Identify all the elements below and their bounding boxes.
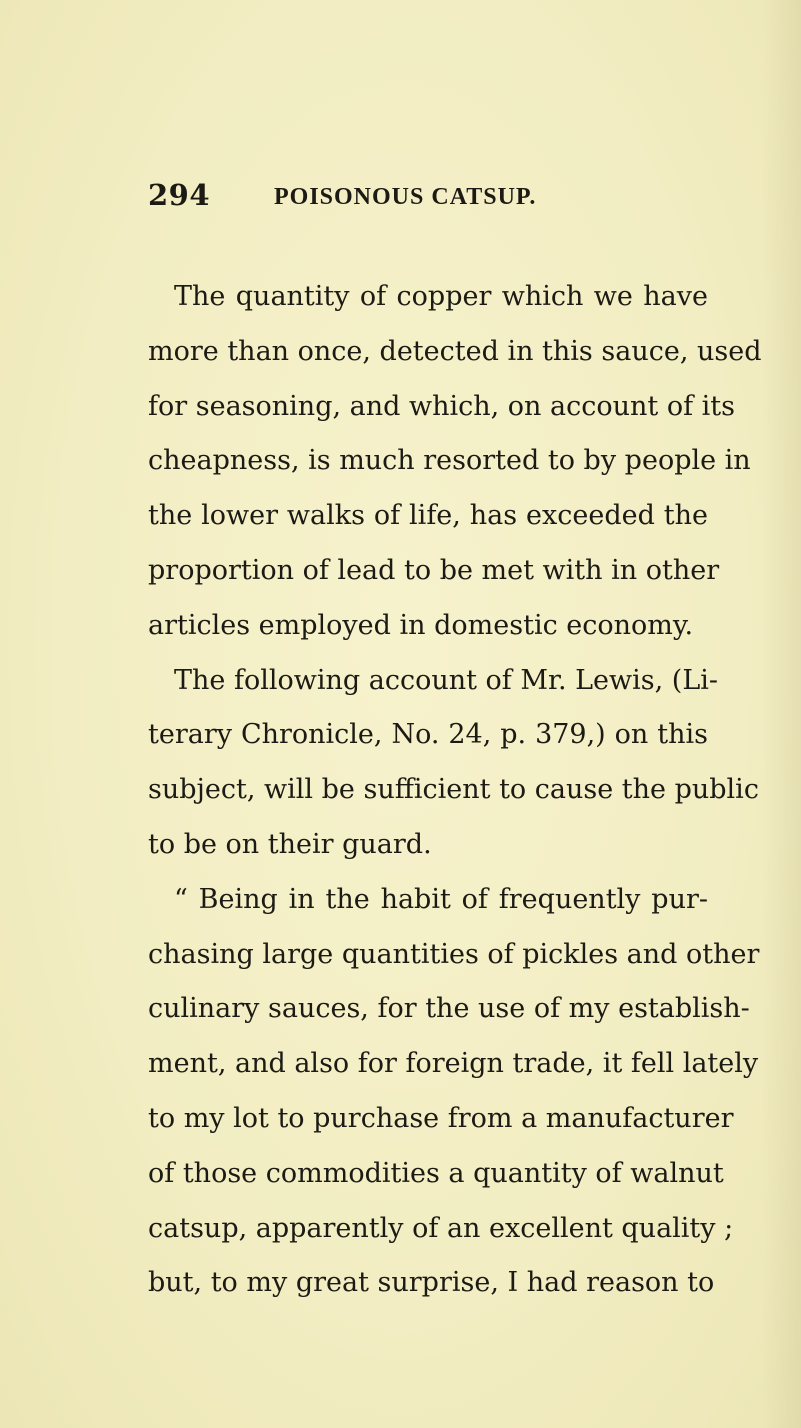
text-line: proportion of lead to be met with in other <box>148 554 720 586</box>
page-number: 294 <box>148 178 211 212</box>
text-line: catsup, apparently of an excellent quality ; <box>148 1212 734 1244</box>
running-head: POISONOUS CATSUP. <box>274 184 537 210</box>
text-line: “ Being in the habit of frequently pur- <box>174 883 708 915</box>
text-line: of those commodities a quantity of walnut <box>148 1157 724 1189</box>
page-edge-shadow <box>761 0 801 1428</box>
text-line: but, to my great surprise, I had reason to <box>148 1267 715 1299</box>
text-line: more than once, detected in this sauce, used <box>148 335 762 367</box>
text-line: articles employed in domestic economy. <box>148 609 694 641</box>
text-line: subject, will be sufficient to cause the public <box>148 774 759 806</box>
page-header <box>148 178 708 218</box>
text-line: to my lot to purchase from a manufacturer <box>148 1102 734 1134</box>
text-line: The quantity of copper which we have <box>174 281 708 312</box>
text-line: for seasoning, and which, on account of its <box>148 390 736 422</box>
text-line: to be on their guard. <box>148 828 432 860</box>
text-line: chasing large quantities of pickles and other <box>148 938 760 970</box>
text-line: The following account of Mr. Lewis, (Li- <box>174 664 719 696</box>
text-line: the lower walks of life, has exceeded the <box>148 500 708 532</box>
text-line: ment, and also for foreign trade, it fell lately <box>148 1048 759 1080</box>
text-line: cheapness, is much resorted to by people in <box>148 445 751 477</box>
body-text <box>148 270 762 1311</box>
text-line: terary Chronicle, No. 24, p. 379,) on this <box>148 719 708 751</box>
text-line: culinary sauces, for the use of my establish- <box>148 993 750 1025</box>
